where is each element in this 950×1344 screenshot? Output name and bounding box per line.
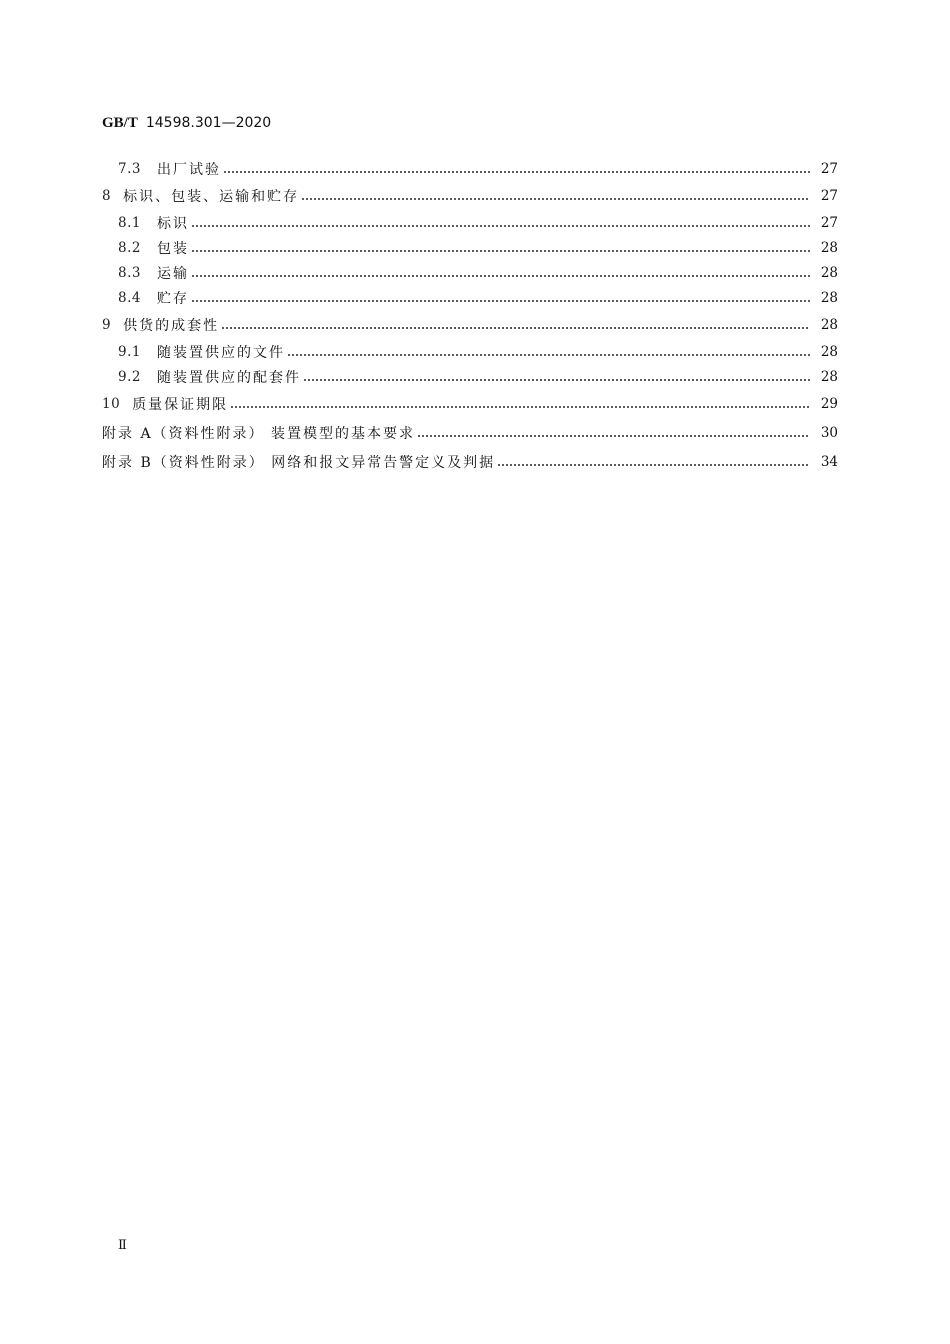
toc-entry-number: 9 <box>102 316 112 333</box>
toc-entry-title: 质量保证期限 <box>132 396 229 413</box>
toc-entry-page: 28 <box>820 264 838 281</box>
toc-entry-page: 28 <box>820 239 838 256</box>
toc-leader-dots <box>417 434 810 438</box>
toc-entry-page: 28 <box>820 289 838 306</box>
toc-entry-title: 附录 A（资料性附录） 装置模型的基本要求 <box>102 425 416 442</box>
toc-leader-dots <box>230 405 810 409</box>
toc-entry-page: 27 <box>820 187 838 204</box>
toc-entry-title: 包装 <box>157 240 189 257</box>
toc-entry-title: 运输 <box>157 265 189 282</box>
toc-entry-title: 附录 B（资料性附录） 网络和报文异常告警定义及判据 <box>102 454 496 471</box>
toc-entry-page: 29 <box>820 395 838 412</box>
toc-entry-number: 8.3 <box>118 264 141 281</box>
toc-entry-number: 8.1 <box>118 214 141 231</box>
toc-entry-9[interactable] <box>102 310 838 339</box>
standard-code-number: 14598.301—2020 <box>145 115 272 131</box>
toc-leader-dots <box>221 326 810 330</box>
toc-entry-page: 34 <box>820 453 838 470</box>
toc-entry-page: 30 <box>820 424 838 441</box>
toc-leader-dots <box>287 353 810 357</box>
toc-entry-number: 8.4 <box>118 289 141 306</box>
toc-entry-title: 标识 <box>157 215 189 232</box>
toc-entry-title: 贮存 <box>157 290 189 307</box>
toc-entry-title: 标识、包装、运输和贮存 <box>123 188 300 205</box>
toc-entry-page: 28 <box>820 368 838 385</box>
toc-leader-dots <box>303 378 810 382</box>
toc-entry-page: 27 <box>820 160 838 177</box>
toc-leader-dots <box>301 197 810 201</box>
document-header <box>102 113 271 133</box>
toc-leader-dots <box>191 224 810 228</box>
toc-entry-9-2[interactable] <box>102 364 838 389</box>
toc-entry-number: 8 <box>102 187 112 204</box>
toc-entry-number: 10 <box>102 395 121 412</box>
toc-entry-number: 9.1 <box>118 343 141 360</box>
toc-entry-title: 出厂试验 <box>157 161 221 178</box>
standard-code-prefix: GB/T <box>102 115 138 131</box>
toc-entry-number: 8.2 <box>118 239 141 256</box>
toc-entry-page: 28 <box>820 343 838 360</box>
toc-leader-dots <box>191 274 810 278</box>
toc-entry-7-3[interactable] <box>102 156 838 181</box>
toc-entry-8[interactable] <box>102 181 838 210</box>
toc-entry-8-3[interactable] <box>102 260 838 285</box>
toc-entry-page: 27 <box>820 214 838 231</box>
table-of-contents <box>102 156 838 476</box>
toc-leader-dots <box>191 249 810 253</box>
toc-entry-title: 随装置供应的配套件 <box>157 369 301 386</box>
page-number: Ⅱ <box>118 1237 127 1252</box>
toc-entry-appendix-a[interactable] <box>102 418 838 447</box>
toc-entry-title: 供货的成套性 <box>123 317 220 334</box>
toc-entry-8-4[interactable] <box>102 285 838 310</box>
toc-entry-number: 7.3 <box>118 160 141 177</box>
toc-entry-8-2[interactable] <box>102 235 838 260</box>
toc-entry-title: 随装置供应的文件 <box>157 344 285 361</box>
toc-entry-8-1[interactable] <box>102 210 838 235</box>
toc-leader-dots <box>223 170 810 174</box>
toc-entry-appendix-b[interactable] <box>102 447 838 476</box>
toc-entry-9-1[interactable] <box>102 339 838 364</box>
toc-leader-dots <box>191 299 810 303</box>
toc-entry-page: 28 <box>820 316 838 333</box>
toc-entry-number: 9.2 <box>118 368 141 385</box>
toc-entry-10[interactable] <box>102 389 838 418</box>
toc-leader-dots <box>497 463 810 467</box>
